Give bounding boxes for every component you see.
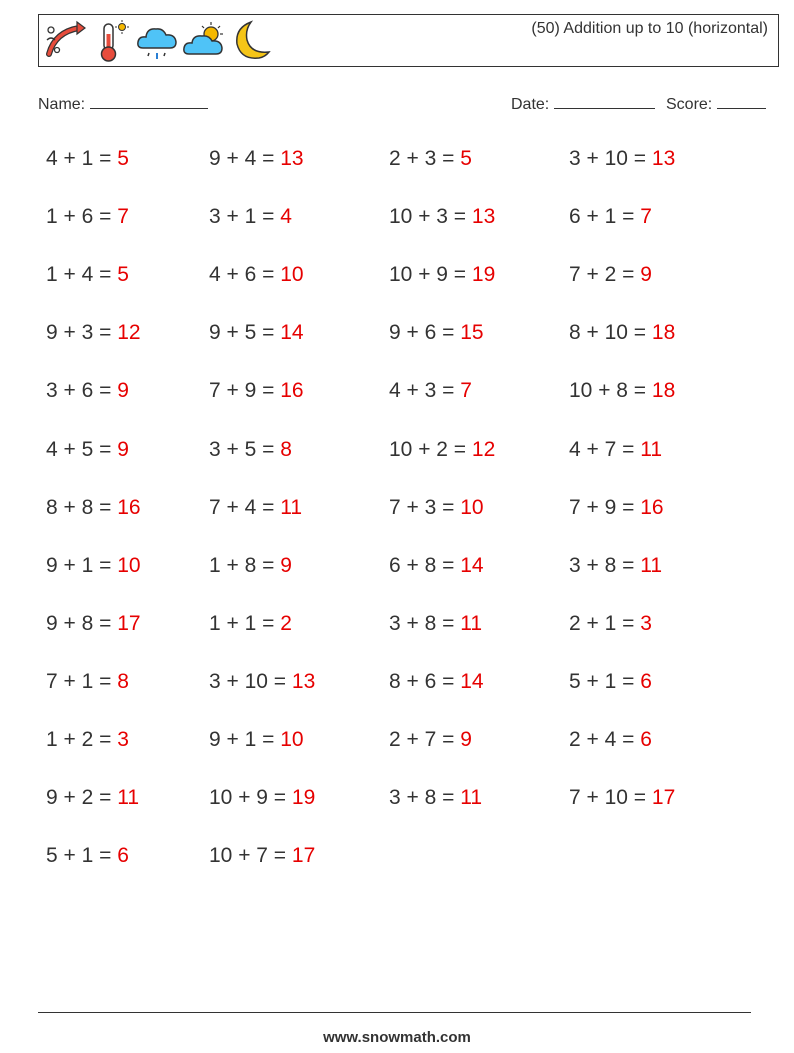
problem-answer: 18 (651, 379, 676, 403)
problem-answer: 16 (280, 379, 304, 403)
problem-question: 9 + 3 = (46, 321, 118, 345)
problem-answer: 13 (651, 147, 676, 170)
problem-item (209, 263, 304, 287)
problem-answer: 11 (640, 437, 663, 461)
score-blank (717, 94, 766, 109)
rain-cloud-icon (135, 18, 179, 64)
problem-answer: 7 (117, 205, 129, 229)
problem-item (569, 205, 652, 229)
problem-item (389, 786, 482, 810)
problem-answer: 11 (460, 786, 483, 810)
problem-answer: 5 (460, 147, 472, 170)
problem-item (389, 728, 472, 752)
problem-item (569, 379, 675, 403)
problem-answer: 9 (460, 728, 472, 751)
problem-question: 6 + 1 = (569, 205, 641, 229)
problem-question: 2 + 3 = (389, 147, 461, 170)
problem-item (209, 728, 304, 752)
problem-item (46, 321, 141, 345)
problem-question: 3 + 8 = (569, 553, 641, 577)
problem-question: 9 + 4 = (209, 147, 281, 170)
problem-question: 6 + 8 = (389, 553, 461, 577)
problem-question: 7 + 9 = (209, 379, 281, 403)
problem-item (209, 612, 292, 636)
problem-answer: 12 (117, 321, 141, 345)
problem-question: 5 + 1 = (569, 669, 641, 693)
problem-question: 3 + 8 = (389, 611, 461, 635)
problem-question: 10 + 8 = (569, 379, 652, 403)
problem-question: 4 + 1 = (46, 147, 118, 170)
problem-item (46, 786, 139, 810)
problem-question: 2 + 1 = (569, 611, 641, 635)
problem-item (46, 612, 141, 636)
problem-question: 10 + 9 = (209, 786, 292, 810)
problem-answer: 7 (460, 379, 472, 403)
name-blank (90, 94, 208, 109)
moon-icon (227, 18, 271, 64)
problem-answer: 14 (460, 669, 484, 693)
problem-item (569, 263, 652, 287)
problem-answer: 17 (117, 611, 141, 635)
problem-answer: 8 (280, 437, 292, 461)
problem-question: 7 + 2 = (569, 263, 641, 287)
score-label: Score: (666, 96, 713, 113)
problem-answer: 5 (117, 263, 129, 287)
problem-question: 2 + 7 = (389, 728, 461, 751)
problem-item (209, 554, 292, 578)
problem-answer: 17 (651, 786, 676, 810)
problem-item (569, 728, 652, 752)
problem-item (46, 379, 129, 403)
problem-answer: 11 (117, 786, 140, 810)
problem-item (46, 728, 129, 752)
problem-question: 10 + 9 = (389, 263, 472, 287)
problem-answer: 9 (640, 263, 652, 287)
problem-answer: 15 (460, 321, 484, 345)
problem-item (209, 147, 304, 171)
problem-item (46, 147, 129, 171)
name-field (38, 94, 208, 114)
problem-item (389, 438, 495, 462)
problem-item (389, 147, 472, 171)
problem-question: 3 + 8 = (389, 786, 461, 810)
problem-item (569, 496, 664, 520)
problem-question: 4 + 5 = (46, 437, 118, 461)
problem-item (46, 263, 129, 287)
problem-answer: 8 (117, 669, 129, 693)
problem-item (389, 321, 484, 345)
problem-answer: 19 (291, 786, 316, 810)
problem-answer: 14 (460, 553, 484, 577)
problem-question: 7 + 10 = (569, 786, 652, 810)
problem-question: 4 + 7 = (569, 437, 641, 461)
thermometer-icon (89, 18, 133, 64)
problem-item (569, 670, 652, 694)
comet-icon (43, 18, 87, 64)
problem-answer: 9 (280, 553, 292, 577)
date-label: Date: (511, 96, 550, 113)
problem-item (389, 205, 495, 229)
problem-question: 10 + 7 = (209, 844, 292, 868)
date-field (511, 94, 655, 114)
problem-question: 3 + 10 = (209, 669, 292, 693)
problem-item (569, 438, 662, 462)
problem-question: 9 + 1 = (46, 553, 118, 577)
problem-question: 7 + 4 = (209, 495, 281, 519)
problem-question: 10 + 3 = (389, 205, 472, 229)
worksheet-header (38, 14, 779, 67)
problem-question: 9 + 2 = (46, 786, 118, 810)
problem-answer: 19 (471, 263, 496, 287)
problem-item (209, 844, 315, 868)
problem-question: 9 + 8 = (46, 611, 118, 635)
problem-question: 7 + 9 = (569, 495, 641, 519)
problem-answer: 10 (117, 553, 141, 577)
problem-question: 5 + 1 = (46, 844, 118, 868)
problem-item (209, 496, 302, 520)
problem-question: 1 + 1 = (209, 611, 281, 635)
problem-answer: 13 (280, 147, 304, 170)
problem-question: 9 + 1 = (209, 728, 281, 751)
worksheet-title: (50) Addition up to 10 (horizontal) (531, 20, 768, 37)
problem-question: 3 + 5 = (209, 437, 281, 461)
problem-answer: 6 (640, 669, 652, 693)
problem-question: 4 + 6 = (209, 263, 281, 287)
problem-question: 8 + 6 = (389, 669, 461, 693)
name-label: Name: (38, 96, 86, 113)
problem-question: 8 + 10 = (569, 321, 652, 345)
problem-question: 7 + 1 = (46, 669, 118, 693)
problem-answer: 13 (291, 669, 316, 693)
problem-answer: 3 (117, 728, 129, 751)
problem-answer: 14 (280, 321, 304, 345)
problem-question: 1 + 2 = (46, 728, 118, 751)
problem-answer: 11 (640, 553, 663, 577)
problem-answer: 11 (460, 611, 483, 635)
problem-question: 3 + 1 = (209, 205, 281, 229)
problem-item (209, 205, 292, 229)
problem-question: 7 + 3 = (389, 495, 461, 519)
problem-answer: 10 (280, 728, 304, 751)
date-blank (554, 94, 655, 109)
problem-question: 1 + 6 = (46, 205, 118, 229)
problem-item (209, 379, 304, 403)
header-icons (43, 18, 271, 64)
problem-answer: 9 (117, 437, 129, 461)
problem-question: 4 + 3 = (389, 379, 461, 403)
problem-item (569, 321, 675, 345)
problem-answer: 10 (460, 495, 484, 519)
problem-question: 3 + 10 = (569, 147, 652, 170)
problem-item (209, 438, 292, 462)
problem-question: 2 + 4 = (569, 728, 641, 751)
problem-item (569, 147, 675, 171)
problem-answer: 16 (640, 495, 664, 519)
problem-item (389, 263, 495, 287)
problem-answer: 18 (651, 321, 676, 345)
problem-answer: 3 (640, 611, 652, 635)
problem-answer: 13 (471, 205, 496, 229)
problem-item (209, 321, 304, 345)
problem-answer: 9 (117, 379, 129, 403)
problem-answer: 2 (280, 611, 292, 635)
problem-question: 10 + 2 = (389, 437, 472, 461)
sun-cloud-icon (181, 18, 225, 64)
problem-item (569, 554, 662, 578)
problem-item (209, 786, 315, 810)
problem-item (46, 554, 141, 578)
problem-question: 1 + 8 = (209, 553, 281, 577)
problem-item (389, 496, 484, 520)
problem-item (569, 786, 675, 810)
problem-answer: 17 (291, 844, 316, 868)
problem-item (389, 612, 482, 636)
problem-question: 1 + 4 = (46, 263, 118, 287)
problem-answer: 4 (280, 205, 292, 229)
problem-item (389, 379, 472, 403)
problem-question: 9 + 5 = (209, 321, 281, 345)
problem-item (46, 438, 129, 462)
problem-item (46, 844, 129, 868)
problem-item (389, 670, 484, 694)
problem-item (569, 612, 652, 636)
footer-divider (38, 1012, 751, 1013)
problem-answer: 6 (117, 844, 129, 868)
problem-item (209, 670, 315, 694)
score-field (666, 94, 766, 114)
problem-item (389, 554, 484, 578)
problem-answer: 11 (280, 495, 303, 519)
problem-answer: 12 (471, 437, 496, 461)
problem-item (46, 496, 141, 520)
problem-answer: 10 (280, 263, 304, 287)
problem-answer: 5 (117, 147, 129, 170)
problem-question: 9 + 6 = (389, 321, 461, 345)
problem-answer: 6 (640, 728, 652, 751)
problem-answer: 7 (640, 205, 652, 229)
problem-question: 3 + 6 = (46, 379, 118, 403)
footer-url: www.snowmath.com (323, 1029, 471, 1046)
problem-question: 8 + 8 = (46, 495, 118, 519)
problem-item (46, 205, 129, 229)
problem-item (46, 670, 129, 694)
problem-answer: 16 (117, 495, 141, 519)
